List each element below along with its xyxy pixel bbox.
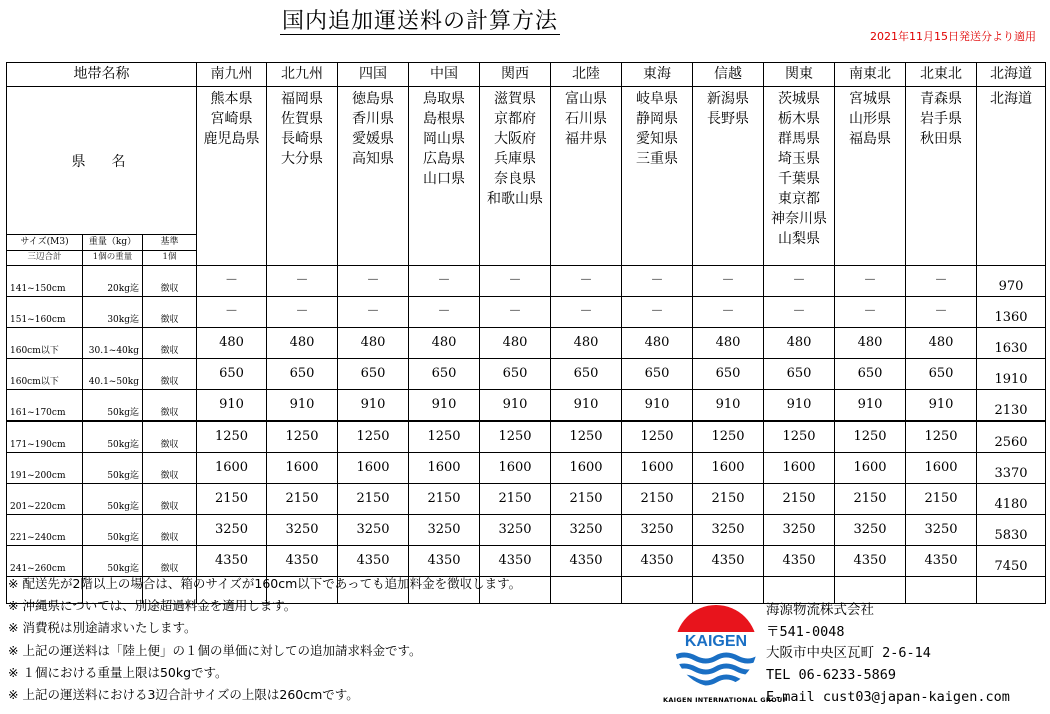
rate-cell: 4350 [693,546,764,577]
rate-cell: 4350 [764,546,835,577]
rate-cell: 1600 [551,453,622,484]
rate-cell: － [409,297,480,328]
rate-cell: 650 [622,359,693,390]
rate-cell: 650 [835,359,906,390]
rate-cell: 4350 [409,546,480,577]
rate-cell: 2150 [409,484,480,515]
page-title: 国内追加運送料の計算方法 [281,9,558,34]
rate-cell: － [622,297,693,328]
weight-cell: 50kg迄 [83,453,143,484]
rate-cell: － [551,266,622,297]
rate-cell: 480 [338,328,409,359]
rate-cell: 3250 [551,515,622,546]
rate-row [7,266,1046,297]
rate-cell: 480 [480,328,551,359]
company-info [766,600,931,686]
rate-cell: 1600 [835,453,906,484]
rate-row [7,453,1046,484]
prefecture-cell: 北海道 [977,87,1046,266]
weight-cell: 40.1~50kg [83,359,143,390]
basis-cell: 徴収 [143,453,197,484]
rate-cell: － [764,297,835,328]
rate-cell: 4350 [622,546,693,577]
company-tel: TEL 06-6233-5869 [766,666,897,683]
rate-row [7,359,1046,390]
rate-cell: － [267,297,338,328]
rate-cell: 3250 [409,515,480,546]
rate-cell: 3250 [622,515,693,546]
rate-cell: － [480,297,551,328]
size-cell: 151~160cm [7,297,83,328]
basis-subheader: 1個 [143,251,197,266]
rate-cell: － [338,266,409,297]
rate-cell: 7450 [977,546,1046,577]
zone-name-cell: 南九州 [197,63,267,87]
rate-cell: 4350 [551,546,622,577]
rate-cell: － [197,297,267,328]
rate-cell: 1250 [835,421,906,453]
basis-cell: 徴収 [143,421,197,453]
rate-cell: 910 [267,390,338,422]
prefecture-cell: 岐阜県 静岡県 愛知県 三重県 [622,87,693,266]
rate-cell: － [409,266,480,297]
weight-cell: 30kg迄 [83,297,143,328]
rate-cell: 650 [197,359,267,390]
zone-name-cell: 信越 [693,63,764,87]
company-name: 海源物流株式会社 [766,602,874,618]
rate-cell: 650 [338,359,409,390]
rate-cell: 4350 [338,546,409,577]
zone-header-row [7,63,1046,87]
logo-text: KAIGEN [684,633,748,650]
rate-cell: 3250 [267,515,338,546]
rate-cell: 910 [197,390,267,422]
weight-cell: 50kg迄 [83,546,143,577]
rate-cell: 2150 [338,484,409,515]
rate-cell: － [764,266,835,297]
zone-name-cell: 四国 [338,63,409,87]
rate-cell: 1600 [338,453,409,484]
prefecture-header: 県 名 [7,87,197,235]
rate-cell: 1250 [693,421,764,453]
rate-cell: 1250 [622,421,693,453]
rate-cell: 1910 [977,359,1046,390]
rate-row [7,297,1046,328]
rate-cell: 4350 [197,546,267,577]
footnote: ※ 沖縄県については、別途超過料金を適用します。 [8,598,297,614]
size-cell: 191~200cm [7,453,83,484]
rate-cell: 2150 [551,484,622,515]
zone-name-cell: 北陸 [551,63,622,87]
basis-header: 基準 [143,235,197,251]
rate-cell: － [338,297,409,328]
rate-cell: 3250 [835,515,906,546]
rate-cell: 3250 [764,515,835,546]
rate-cell: 3250 [480,515,551,546]
basis-cell: 徴収 [143,359,197,390]
rate-cell: 970 [977,266,1046,297]
zone-name-cell: 関西 [480,63,551,87]
rate-cell: 910 [409,390,480,422]
rate-cell: 1600 [622,453,693,484]
zone-name-cell: 南東北 [835,63,906,87]
rate-cell: 1600 [197,453,267,484]
rate-cell: 650 [267,359,338,390]
rate-cell: 2150 [622,484,693,515]
basis-cell: 徴収 [143,546,197,577]
rate-cell: 4180 [977,484,1046,515]
rate-cell: 1630 [977,328,1046,359]
weight-cell: 50kg迄 [83,421,143,453]
rate-cell: 2150 [267,484,338,515]
rate-cell: 1600 [267,453,338,484]
size-cell: 221~240cm [7,515,83,546]
prefecture-cell: 福岡県 佐賀県 長崎県 大分県 [267,87,338,266]
rate-cell: － [906,266,977,297]
rate-cell: 480 [409,328,480,359]
size-header: サイズ(M3) [7,235,83,251]
rate-cell: 1600 [693,453,764,484]
basis-cell: 徴収 [143,484,197,515]
weight-cell: 50kg迄 [83,515,143,546]
weight-header: 重量（kg） [83,235,143,251]
rate-cell: 910 [764,390,835,422]
size-cell: 241~260cm [7,546,83,577]
effective-date-note: 2021年11月15日発送分より適用 [870,30,1036,43]
footnote: ※ １個における重量上限は50kgです。 [8,664,228,680]
rate-cell: 1250 [409,421,480,453]
rate-cell: 2150 [764,484,835,515]
size-cell: 201~220cm [7,484,83,515]
rate-cell: － [480,266,551,297]
footnote: ※ 上記の運送料における3辺合計サイズの上限は260cmです。 [8,687,359,703]
zone-name-cell: 中国 [409,63,480,87]
prefecture-cell: 茨城県 栃木県 群馬県 埼玉県 千葉県 東京都 神奈川県 山梨県 [764,87,835,266]
rate-cell: 1250 [338,421,409,453]
rate-row [7,546,1046,577]
rate-cell: 480 [622,328,693,359]
rate-cell: 3250 [338,515,409,546]
rate-cell: 2150 [906,484,977,515]
rate-cell: 2150 [693,484,764,515]
rate-cell: 2150 [197,484,267,515]
weight-cell: 30.1~40kg [83,328,143,359]
rate-cell: 1600 [764,453,835,484]
rate-cell: 2150 [480,484,551,515]
size-cell: 160cm以下 [7,328,83,359]
prefecture-cell: 滋賀県 京都府 大阪府 兵庫県 奈良県 和歌山県 [480,87,551,266]
zone-name-cell: 北東北 [906,63,977,87]
rate-cell: 1250 [267,421,338,453]
rate-cell: 4350 [906,546,977,577]
size-cell: 161~170cm [7,390,83,422]
rate-cell: 3250 [906,515,977,546]
footnote: ※ 上記の運送料は「陸上便」の１個の単価に対しての追加請求料金です。 [8,642,422,658]
rate-cell: 480 [906,328,977,359]
rate-cell: 1250 [197,421,267,453]
footnote: ※ 配送先が2階以上の場合は、箱のサイズが160cm以下であっても追加料金を徴収します。 [8,576,522,591]
rate-cell: 910 [693,390,764,422]
rate-cell: 3250 [197,515,267,546]
company-email: E-mail cust03@japan-kaigen.com [766,689,1010,705]
logo-subtitle: KAIGEN INTERNATIONAL GROUP [663,696,788,704]
rate-cell: 650 [764,359,835,390]
zone-name-header: 地帯名称 [7,63,197,87]
rate-cell: 650 [693,359,764,390]
basis-cell: 徴収 [143,266,197,297]
size-cell: 141~150cm [7,266,83,297]
rate-cell: 1250 [764,421,835,453]
rate-cell: － [267,266,338,297]
prefecture-row [7,87,1046,235]
rate-cell: 650 [906,359,977,390]
rate-cell: 910 [338,390,409,422]
footnote: ※ 消費税は別途請求いたします。 [8,620,197,636]
rate-cell: 1600 [409,453,480,484]
weight-cell: 20kg迄 [83,266,143,297]
rate-cell: 5830 [977,515,1046,546]
rate-cell: 910 [551,390,622,422]
zone-name-cell: 東海 [622,63,693,87]
rate-cell: 480 [551,328,622,359]
rate-cell: － [693,266,764,297]
company-address: 大阪市中央区瓦町 2-6-14 [766,645,931,661]
prefecture-cell: 富山県 石川県 福井県 [551,87,622,266]
basis-cell: 徴収 [143,390,197,422]
rate-cell: 910 [906,390,977,422]
basis-cell: 徴収 [143,297,197,328]
rate-cell: 480 [835,328,906,359]
rate-table [6,62,1046,604]
rate-cell: 2150 [835,484,906,515]
company-postal: 〒541-0048 [766,623,845,640]
rate-row [7,390,1046,422]
rate-cell: 1600 [480,453,551,484]
prefecture-cell: 熊本県 宮崎県 鹿児島県 [197,87,267,266]
rate-row [7,328,1046,359]
prefecture-cell: 青森県 岩手県 秋田県 [906,87,977,266]
size-cell: 171~190cm [7,421,83,453]
rate-cell: 910 [622,390,693,422]
rate-cell: 480 [693,328,764,359]
blank-cell [977,577,1046,604]
prefecture-cell: 徳島県 香川県 愛媛県 高知県 [338,87,409,266]
rate-row [7,421,1046,453]
rate-cell: 480 [764,328,835,359]
rate-cell: － [835,297,906,328]
prefecture-cell: 新潟県 長野県 [693,87,764,266]
rate-cell: 480 [267,328,338,359]
zone-name-cell: 関東 [764,63,835,87]
rate-cell: 3370 [977,453,1046,484]
rate-cell: 4350 [480,546,551,577]
rate-cell: － [197,266,267,297]
rate-cell: 3250 [693,515,764,546]
blank-cell [551,577,622,604]
size-subheader: 三辺合計 [7,251,83,266]
rate-cell: 2560 [977,421,1046,453]
rate-cell: 2130 [977,390,1046,422]
rate-cell: 910 [480,390,551,422]
rate-cell: 1360 [977,297,1046,328]
rate-cell: 1250 [906,421,977,453]
rate-row [7,484,1046,515]
size-cell: 160cm以下 [7,359,83,390]
basis-cell: 徴収 [143,328,197,359]
rate-cell: 650 [480,359,551,390]
zone-name-cell: 北海道 [977,63,1046,87]
rate-cell: 480 [197,328,267,359]
rate-cell: 4350 [267,546,338,577]
rate-cell: 650 [409,359,480,390]
footnotes [8,573,521,706]
rate-cell: － [906,297,977,328]
rate-cell: 1600 [906,453,977,484]
rate-cell: － [835,266,906,297]
weight-cell: 50kg迄 [83,390,143,422]
rate-row [7,515,1046,546]
rate-cell: 1250 [551,421,622,453]
weight-cell: 50kg迄 [83,484,143,515]
rate-cell: － [693,297,764,328]
rate-cell: 650 [551,359,622,390]
rate-cell: － [551,297,622,328]
weight-subheader: 1個の重量 [83,251,143,266]
rate-cell: 1250 [480,421,551,453]
prefecture-cell: 宮城県 山形県 福島県 [835,87,906,266]
basis-cell: 徴収 [143,515,197,546]
rate-cell: － [622,266,693,297]
rate-cell: 910 [835,390,906,422]
prefecture-cell: 鳥取県 島根県 岡山県 広島県 山口県 [409,87,480,266]
rate-cell: 4350 [835,546,906,577]
kaigen-logo [674,600,758,692]
zone-name-cell: 北九州 [267,63,338,87]
